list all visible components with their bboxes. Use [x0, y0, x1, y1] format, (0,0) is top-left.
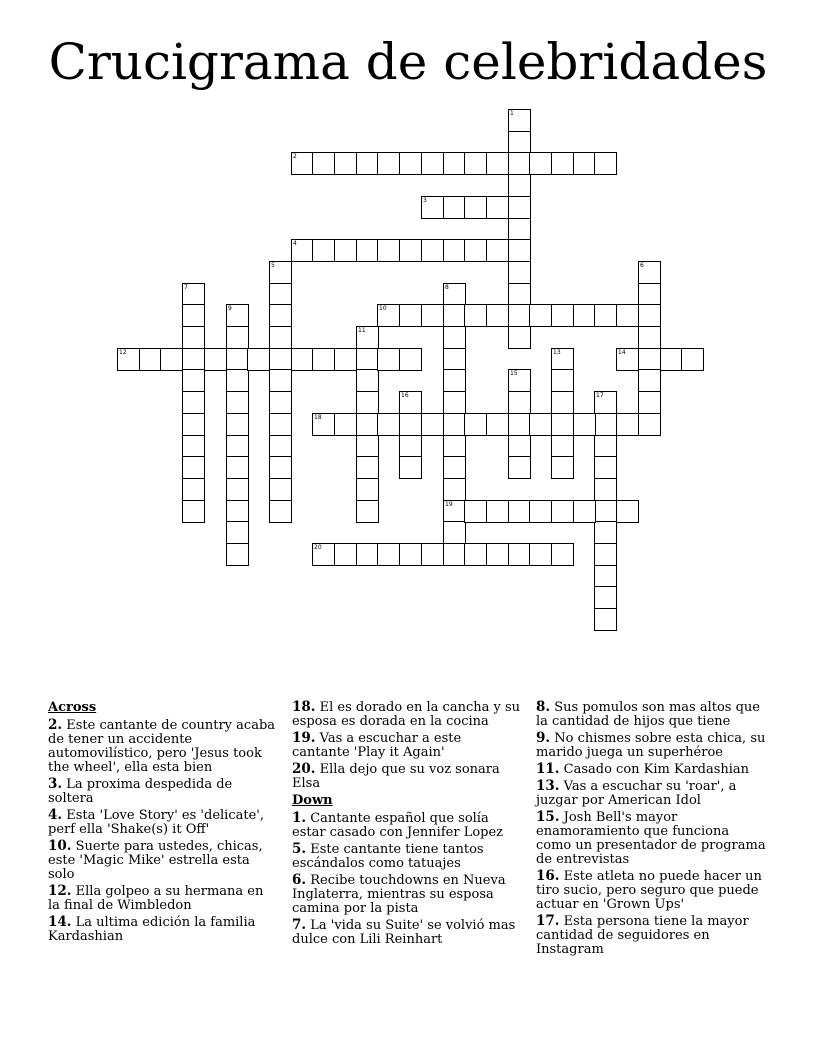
grid-cell[interactable] [638, 369, 661, 392]
grid-cell[interactable] [594, 521, 617, 544]
clue-text: Suerte para ustedes, chicas, este 'Magic Mike' estrella esta solo [48, 839, 263, 882]
clue-number: 15. [536, 809, 560, 825]
grid-cell[interactable] [616, 500, 639, 523]
clue-number: 6. [292, 872, 307, 888]
grid-cell[interactable] [443, 391, 466, 414]
cell-number: 6 [640, 262, 644, 269]
clue-item [536, 762, 766, 777]
clue-number: 11. [536, 761, 560, 777]
cell-number: 17 [596, 392, 604, 399]
grid-cell[interactable] [269, 304, 292, 327]
grid-cell[interactable] [443, 413, 466, 436]
grid-cell[interactable] [226, 435, 249, 458]
cell-number: 19 [445, 501, 453, 508]
grid-cell[interactable] [356, 239, 379, 262]
clue-item [48, 808, 278, 837]
grid-cell[interactable] [269, 478, 292, 501]
grid-cell[interactable] [399, 435, 422, 458]
clue-number: 12. [48, 883, 72, 899]
clue-item [292, 918, 522, 947]
cell-number: 3 [423, 197, 427, 204]
grid-cell[interactable] [508, 391, 531, 414]
clue-text: Vas a escuchar su 'roar', a juzgar por American Idol [536, 779, 737, 808]
grid-cell[interactable] [356, 391, 379, 414]
clue-item [536, 869, 766, 912]
grid-cell[interactable] [421, 152, 444, 175]
grid-cell[interactable] [377, 152, 400, 175]
grid-cell[interactable] [551, 369, 574, 392]
clue-number: 20. [292, 761, 316, 777]
grid-cell[interactable] [443, 326, 466, 349]
grid-cell[interactable] [182, 500, 205, 523]
grid-cell[interactable] [443, 304, 466, 327]
clue-text: La 'vida su Suite' se volvió mas dulce con Lili Reinhart [292, 918, 516, 947]
grid-cell[interactable] [356, 456, 379, 479]
grid-cell[interactable] [660, 348, 683, 371]
grid-cell[interactable] [421, 239, 444, 262]
grid-cell[interactable] [226, 413, 249, 436]
grid-cell[interactable] [312, 239, 335, 262]
grid-cell[interactable] [182, 348, 205, 371]
grid-cell[interactable] [399, 152, 422, 175]
grid-cell[interactable] [269, 369, 292, 392]
grid-cell[interactable] [529, 543, 552, 566]
clue-column-1 [48, 700, 278, 959]
grid-cell[interactable] [594, 500, 617, 523]
grid-cell[interactable] [443, 196, 466, 219]
grid-cell[interactable] [464, 152, 487, 175]
grid-cell[interactable] [594, 586, 617, 609]
grid-cell[interactable] [356, 435, 379, 458]
grid-cell[interactable] [399, 543, 422, 566]
clue-item [48, 884, 278, 913]
grid-cell[interactable] [443, 478, 466, 501]
grid-cell[interactable] [551, 152, 574, 175]
clue-text: Esta 'Love Story' es 'delicate', perf ella 'Shake(s) it Off' [48, 808, 264, 837]
grid-cell[interactable] [508, 456, 531, 479]
grid-cell[interactable] [356, 500, 379, 523]
grid-cell[interactable] [616, 413, 639, 436]
grid-cell[interactable] [594, 152, 617, 175]
grid-cell[interactable] [594, 608, 617, 631]
grid-cell[interactable] [594, 565, 617, 588]
grid-cell[interactable] [356, 348, 379, 371]
grid-cell[interactable] [226, 478, 249, 501]
grid-cell[interactable] [508, 152, 531, 175]
grid-cell[interactable] [204, 348, 227, 371]
down-heading: Down [292, 793, 333, 808]
grid-cell[interactable] [334, 543, 357, 566]
grid-cell[interactable] [269, 283, 292, 306]
clue-item [536, 731, 766, 760]
grid-cell[interactable] [421, 543, 444, 566]
grid-cell[interactable] [226, 500, 249, 523]
grid-cell[interactable] [486, 196, 509, 219]
grid-cell[interactable] [377, 239, 400, 262]
grid-cell[interactable] [399, 456, 422, 479]
cell-number: 7 [184, 284, 188, 291]
clue-item [292, 873, 522, 916]
grid-cell[interactable] [334, 413, 357, 436]
cell-number: 14 [618, 349, 626, 356]
grid-cell[interactable] [226, 369, 249, 392]
clue-text: La ultima edición la familia Kardashian [48, 915, 256, 944]
grid-cell[interactable] [508, 131, 531, 154]
clue-list [48, 700, 778, 959]
clue-number: 14. [48, 914, 72, 930]
grid-cell[interactable] [356, 543, 379, 566]
grid-cell[interactable] [508, 326, 531, 349]
page-title: Crucigrama de celebridades [48, 33, 768, 91]
grid-cell[interactable] [638, 304, 661, 327]
clue-item [536, 779, 766, 808]
grid-cell[interactable] [421, 304, 444, 327]
grid-cell[interactable] [226, 326, 249, 349]
grid-cell[interactable] [226, 543, 249, 566]
grid-cell[interactable] [334, 348, 357, 371]
cell-number: 18 [314, 414, 322, 421]
grid-cell[interactable] [638, 413, 661, 436]
clue-number: 4. [48, 807, 63, 823]
grid-cell[interactable] [269, 391, 292, 414]
cell-number: 16 [401, 392, 409, 399]
grid-cell[interactable] [443, 521, 466, 544]
clue-text: Este atleta no puede hacer un tiro sucio, pero seguro que puede actuar en 'Grown Ups' [536, 869, 762, 912]
clue-text: Casado con Kim Kardashian [563, 762, 750, 777]
grid-cell[interactable] [508, 283, 531, 306]
grid-cell[interactable] [464, 500, 487, 523]
grid-cell[interactable] [356, 152, 379, 175]
grid-cell[interactable] [443, 239, 466, 262]
clue-item [292, 811, 522, 840]
clue-number: 19. [292, 730, 316, 746]
grid-cell[interactable] [551, 456, 574, 479]
clue-text: Este cantante de country acaba de tener un accidente automovilístico, pero 'Jesus took the wheel', ella esta bien [48, 718, 276, 775]
cell-number: 1 [510, 110, 514, 117]
clue-column-3 [536, 700, 766, 959]
grid-cell[interactable] [551, 500, 574, 523]
grid-cell[interactable] [464, 239, 487, 262]
clue-number: 5. [292, 841, 307, 857]
clue-text: Vas a escuchar a este cantante 'Play it Again' [292, 731, 462, 760]
grid-cell[interactable] [508, 261, 531, 284]
clue-number: 13. [536, 778, 560, 794]
grid-cell[interactable] [681, 348, 704, 371]
clue-item [292, 700, 522, 729]
grid-cell[interactable] [443, 348, 466, 371]
clue-item [536, 914, 766, 957]
grid-cell[interactable] [226, 456, 249, 479]
clue-text: El es dorado en la cancha y su esposa es dorada en la cocina [292, 700, 521, 729]
grid-cell[interactable] [551, 435, 574, 458]
clue-number: 8. [536, 699, 551, 715]
grid-cell[interactable] [508, 304, 531, 327]
grid-cell[interactable] [269, 413, 292, 436]
cell-number: 2 [293, 153, 297, 160]
grid-cell[interactable] [486, 543, 509, 566]
cell-number: 12 [119, 349, 127, 356]
clue-item [292, 762, 522, 791]
grid-cell[interactable] [508, 196, 531, 219]
clue-text: Ella golpeo a su hermana en la final de Wimbledon [48, 884, 264, 913]
grid-cell[interactable] [508, 239, 531, 262]
clue-item [48, 718, 278, 775]
clue-text: Josh Bell's mayor enamoramiento que funciona como un presentador de programa de entrevistas [536, 810, 766, 867]
clue-number: 3. [48, 776, 63, 792]
grid-cell[interactable] [573, 500, 596, 523]
grid-cell[interactable] [443, 435, 466, 458]
grid-cell[interactable] [269, 456, 292, 479]
grid-cell[interactable] [594, 304, 617, 327]
grid-cell[interactable] [399, 239, 422, 262]
grid-cell[interactable] [312, 152, 335, 175]
grid-cell[interactable] [616, 304, 639, 327]
clue-number: 9. [536, 730, 551, 746]
clue-number: 1. [292, 810, 307, 826]
clue-text: Esta persona tiene la mayor cantidad de seguidores en Instagram [536, 914, 749, 957]
grid-cell[interactable] [638, 283, 661, 306]
clue-item [48, 839, 278, 882]
grid-cell[interactable] [247, 348, 270, 371]
grid-cell[interactable] [443, 456, 466, 479]
clue-text: Recibe touchdowns en Nueva Inglaterra, mientras su esposa camina por la pista [292, 873, 506, 916]
grid-cell[interactable] [443, 152, 466, 175]
clue-text: Este cantante tiene tantos escándalos como tatuajes [292, 842, 484, 871]
clue-text: La proxima despedida de soltera [48, 777, 233, 806]
cell-number: 9 [228, 305, 232, 312]
clue-text: Ella dejo que su voz sonara Elsa [292, 762, 500, 791]
grid-cell[interactable] [421, 413, 444, 436]
grid-cell[interactable] [160, 348, 183, 371]
grid-cell[interactable] [551, 304, 574, 327]
clue-text: Cantante español que solía estar casado con Jennifer Lopez [292, 811, 504, 840]
grid-cell[interactable] [573, 152, 596, 175]
grid-cell[interactable] [356, 413, 379, 436]
cell-number: 20 [314, 544, 322, 551]
clue-item [292, 731, 522, 760]
grid-cell[interactable] [464, 413, 487, 436]
grid-cell[interactable] [508, 218, 531, 241]
grid-cell[interactable] [551, 543, 574, 566]
grid-cell[interactable] [529, 413, 552, 436]
grid-cell[interactable] [594, 413, 617, 436]
clue-text: No chismes sobre esta chica, su marido juega un superhéroe [536, 731, 766, 760]
grid-cell[interactable] [291, 348, 314, 371]
grid-cell[interactable] [443, 543, 466, 566]
grid-cell[interactable] [182, 304, 205, 327]
grid-cell[interactable] [508, 500, 531, 523]
cell-number: 15 [510, 370, 518, 377]
grid-cell[interactable] [594, 456, 617, 479]
grid-cell[interactable] [182, 326, 205, 349]
grid-cell[interactable] [399, 348, 422, 371]
clue-item [48, 777, 278, 806]
grid-cell[interactable] [508, 435, 531, 458]
grid-cell[interactable] [269, 500, 292, 523]
grid-cell[interactable] [486, 304, 509, 327]
grid-cell[interactable] [464, 304, 487, 327]
grid-cell[interactable] [182, 369, 205, 392]
grid-cell[interactable] [464, 543, 487, 566]
clue-number: 7. [292, 917, 307, 933]
grid-cell[interactable] [486, 413, 509, 436]
cell-number: 11 [358, 327, 366, 334]
clue-column-2 [292, 700, 522, 959]
grid-cell[interactable] [486, 152, 509, 175]
clue-item [536, 700, 766, 729]
grid-cell[interactable] [377, 413, 400, 436]
grid-cell[interactable] [356, 478, 379, 501]
grid-cell[interactable] [486, 239, 509, 262]
clue-number: 18. [292, 699, 316, 715]
grid-cell[interactable] [312, 348, 335, 371]
grid-cell[interactable] [508, 413, 531, 436]
grid-cell[interactable] [573, 413, 596, 436]
grid-cell[interactable] [399, 304, 422, 327]
grid-cell[interactable] [464, 196, 487, 219]
grid-cell[interactable] [182, 413, 205, 436]
grid-cell[interactable] [269, 326, 292, 349]
grid-cell[interactable] [226, 521, 249, 544]
grid-cell[interactable] [638, 326, 661, 349]
grid-cell[interactable] [356, 369, 379, 392]
grid-cell[interactable] [529, 152, 552, 175]
grid-cell[interactable] [269, 348, 292, 371]
grid-cell[interactable] [638, 348, 661, 371]
clue-number: 10. [48, 838, 72, 854]
grid-cell[interactable] [594, 478, 617, 501]
grid-cell[interactable] [594, 543, 617, 566]
cell-number: 13 [553, 349, 561, 356]
grid-cell[interactable] [334, 239, 357, 262]
grid-cell[interactable] [334, 152, 357, 175]
clue-item [48, 915, 278, 944]
across-heading: Across [48, 700, 97, 715]
grid-cell[interactable] [551, 413, 574, 436]
cell-number: 4 [293, 240, 297, 247]
clue-item [292, 842, 522, 871]
grid-cell[interactable] [529, 304, 552, 327]
grid-cell[interactable] [508, 174, 531, 197]
grid-cell[interactable] [529, 500, 552, 523]
grid-cell[interactable] [182, 456, 205, 479]
grid-cell[interactable] [573, 304, 596, 327]
grid-cell[interactable] [226, 348, 249, 371]
grid-cell[interactable] [226, 391, 249, 414]
grid-cell[interactable] [377, 543, 400, 566]
cell-number: 8 [445, 284, 449, 291]
cell-number: 5 [271, 262, 275, 269]
grid-cell[interactable] [486, 500, 509, 523]
grid-cell[interactable] [182, 391, 205, 414]
grid-cell[interactable] [182, 435, 205, 458]
clue-number: 16. [536, 868, 560, 884]
grid-cell[interactable] [269, 435, 292, 458]
clue-number: 17. [536, 913, 560, 929]
clue-text: Sus pomulos son mas altos que la cantidad de hijos que tiene [536, 700, 760, 729]
grid-cell[interactable] [399, 413, 422, 436]
grid-cell[interactable] [377, 348, 400, 371]
grid-cell[interactable] [551, 391, 574, 414]
grid-cell[interactable] [139, 348, 162, 371]
grid-cell[interactable] [594, 435, 617, 458]
clue-number: 2. [48, 717, 63, 733]
grid-cell[interactable] [443, 369, 466, 392]
cell-number: 10 [379, 305, 387, 312]
clue-item [536, 810, 766, 867]
grid-cell[interactable] [508, 543, 531, 566]
grid-cell[interactable] [638, 391, 661, 414]
grid-cell[interactable] [182, 478, 205, 501]
